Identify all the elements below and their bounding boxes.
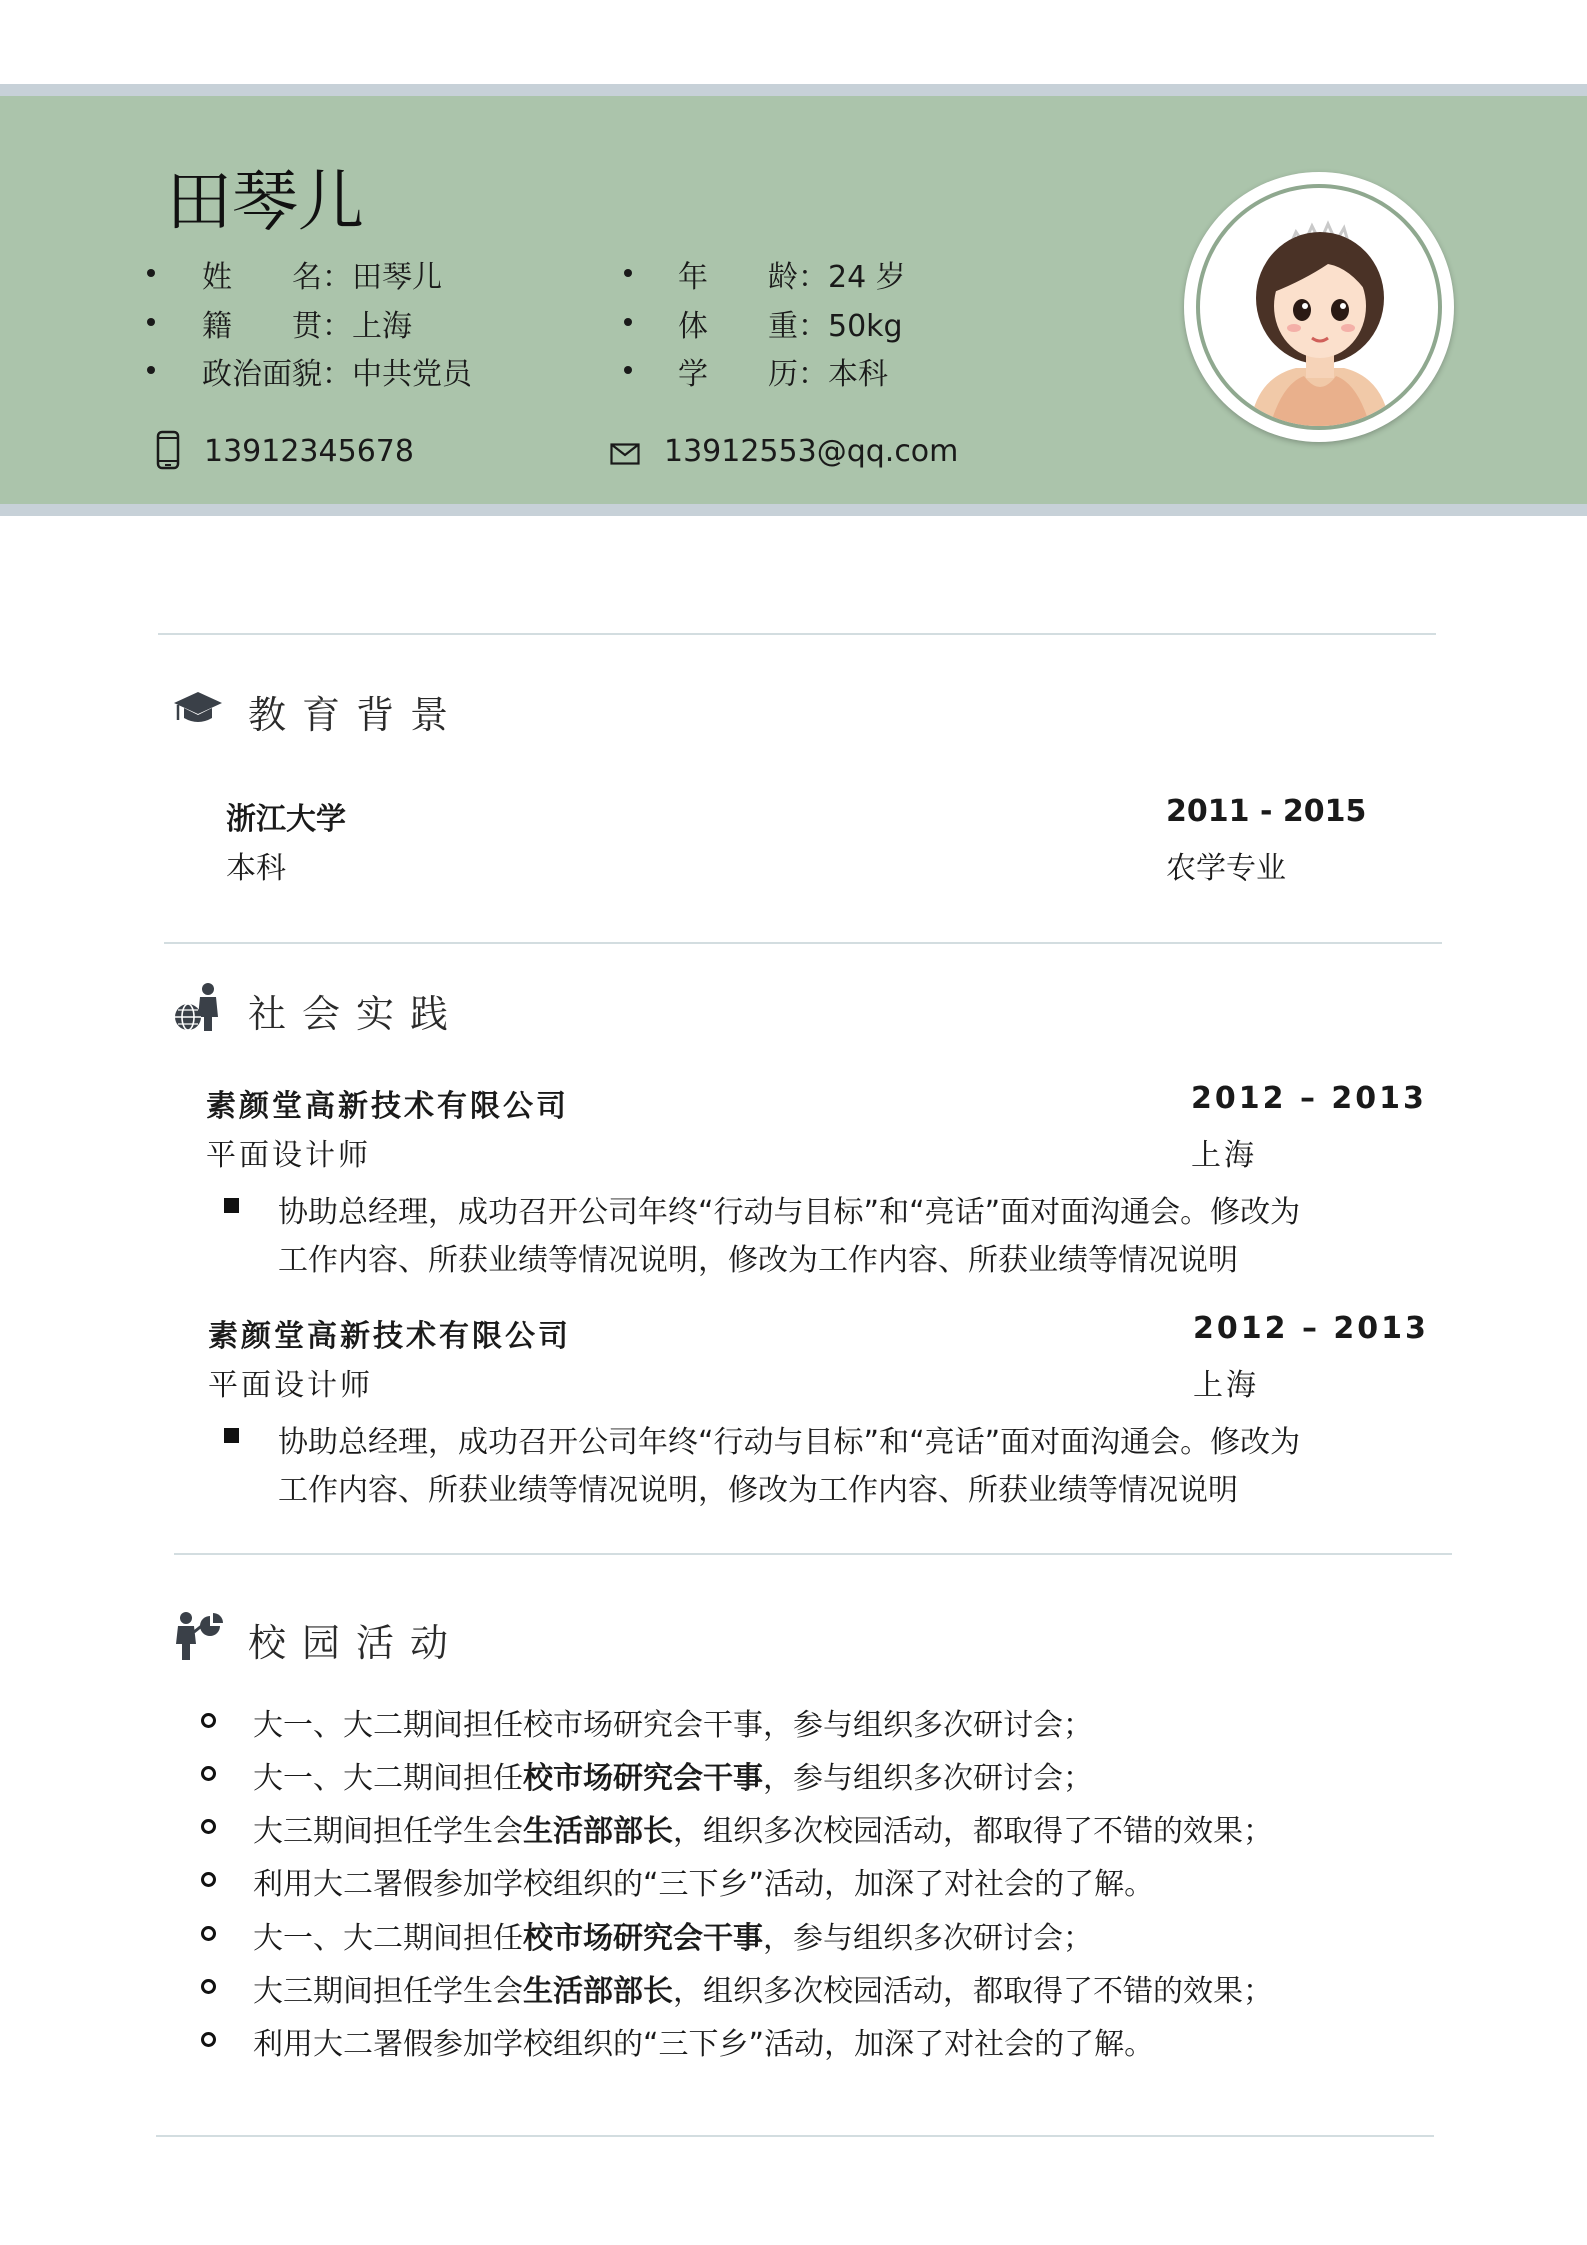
section-divider	[156, 2135, 1434, 2137]
list-item: 大一、大二期间担任校市场研究会干事，参与组织多次研讨会；	[253, 1708, 1093, 1743]
info-hometown: 籍 贯：上海	[202, 309, 412, 344]
job-city: 上海	[1193, 1368, 1259, 1403]
phone-icon	[156, 430, 180, 474]
list-bullet	[201, 1979, 216, 1994]
info-education: 学 历：本科	[678, 357, 888, 392]
list-bullet	[201, 2032, 216, 2047]
major: 农学专业	[1166, 851, 1286, 886]
header-band-top-edge	[0, 84, 1587, 96]
list-bullet	[201, 1872, 216, 1887]
job-desc-line: 工作内容、所获业绩等情况说明，修改为工作内容、所获业绩等情况说明	[278, 1243, 1238, 1278]
phone-number[interactable]: 13912345678	[204, 434, 414, 469]
education-years: 2011 - 2015	[1166, 794, 1367, 829]
info-bullet	[624, 269, 632, 277]
school-name: 浙江大学	[226, 802, 346, 837]
job-city: 上海	[1191, 1138, 1257, 1173]
job-role: 平面设计师	[206, 1138, 371, 1173]
list-item: 大一、大二期间担任校市场研究会干事，参与组织多次研讨会；	[253, 1921, 1093, 1956]
section-title-campus: 校园活动	[248, 1621, 465, 1665]
job-desc-line: 工作内容、所获业绩等情况说明，修改为工作内容、所获业绩等情况说明	[278, 1473, 1238, 1508]
list-bullet	[201, 1766, 216, 1781]
info-bullet	[624, 366, 632, 374]
list-item: 大三期间担任学生会生活部部长，组织多次校园活动，都取得了不错的效果；	[253, 1974, 1273, 2009]
section-divider	[158, 633, 1436, 635]
info-bullet	[147, 318, 155, 326]
list-item: 利用大二署假参加学校组织的“三下乡”活动，加深了对社会的了解。	[253, 1867, 1155, 1902]
job-years: 2012 – 2013	[1191, 1081, 1427, 1116]
job-role: 平面设计师	[208, 1368, 373, 1403]
desc-bullet	[224, 1428, 239, 1443]
job-desc-line: 协助总经理，成功召开公司年终“行动与目标”和“亮话”面对面沟通会。修改为	[278, 1195, 1301, 1230]
company-name: 素颜堂高新技术有限公司	[208, 1319, 571, 1354]
header-band-bottom-edge	[0, 504, 1587, 516]
section-title-practice: 社会实践	[248, 992, 465, 1036]
graduation-cap-icon	[172, 690, 224, 732]
list-bullet	[201, 1713, 216, 1728]
info-weight: 体 重：50kg	[678, 309, 903, 344]
job-desc-line: 协助总经理，成功召开公司年终“行动与目标”和“亮话”面对面沟通会。修改为	[278, 1425, 1301, 1460]
degree: 本科	[226, 851, 286, 886]
desc-bullet	[224, 1198, 239, 1213]
list-item: 大一、大二期间担任校市场研究会干事，参与组织多次研讨会；	[253, 1761, 1093, 1796]
avatar	[1196, 184, 1442, 430]
list-bullet	[201, 1926, 216, 1941]
company-name: 素颜堂高新技术有限公司	[206, 1089, 569, 1124]
info-age: 年 龄：24 岁	[678, 260, 906, 295]
section-divider	[164, 942, 1442, 944]
email-address[interactable]: 13912553@qq.com	[664, 434, 959, 469]
info-political: 政治面貌：中共党员	[202, 357, 472, 392]
section-title-education: 教育背景	[248, 693, 465, 737]
candidate-name: 田琴儿	[166, 163, 364, 240]
person-globe-icon	[172, 981, 224, 1035]
list-item: 大三期间担任学生会生活部部长，组织多次校园活动，都取得了不错的效果；	[253, 1814, 1273, 1849]
info-bullet	[147, 269, 155, 277]
info-bullet	[624, 318, 632, 326]
section-divider	[174, 1553, 1452, 1555]
list-item: 利用大二署假参加学校组织的“三下乡”活动，加深了对社会的了解。	[253, 2027, 1155, 2062]
info-bullet	[147, 366, 155, 374]
info-name: 姓 名：田琴儿	[202, 260, 442, 295]
job-years: 2012 – 2013	[1193, 1311, 1429, 1346]
list-bullet	[201, 1819, 216, 1834]
avatar-illustration	[1200, 188, 1438, 426]
envelope-icon	[610, 443, 640, 469]
presenter-chart-icon	[172, 1610, 224, 1664]
